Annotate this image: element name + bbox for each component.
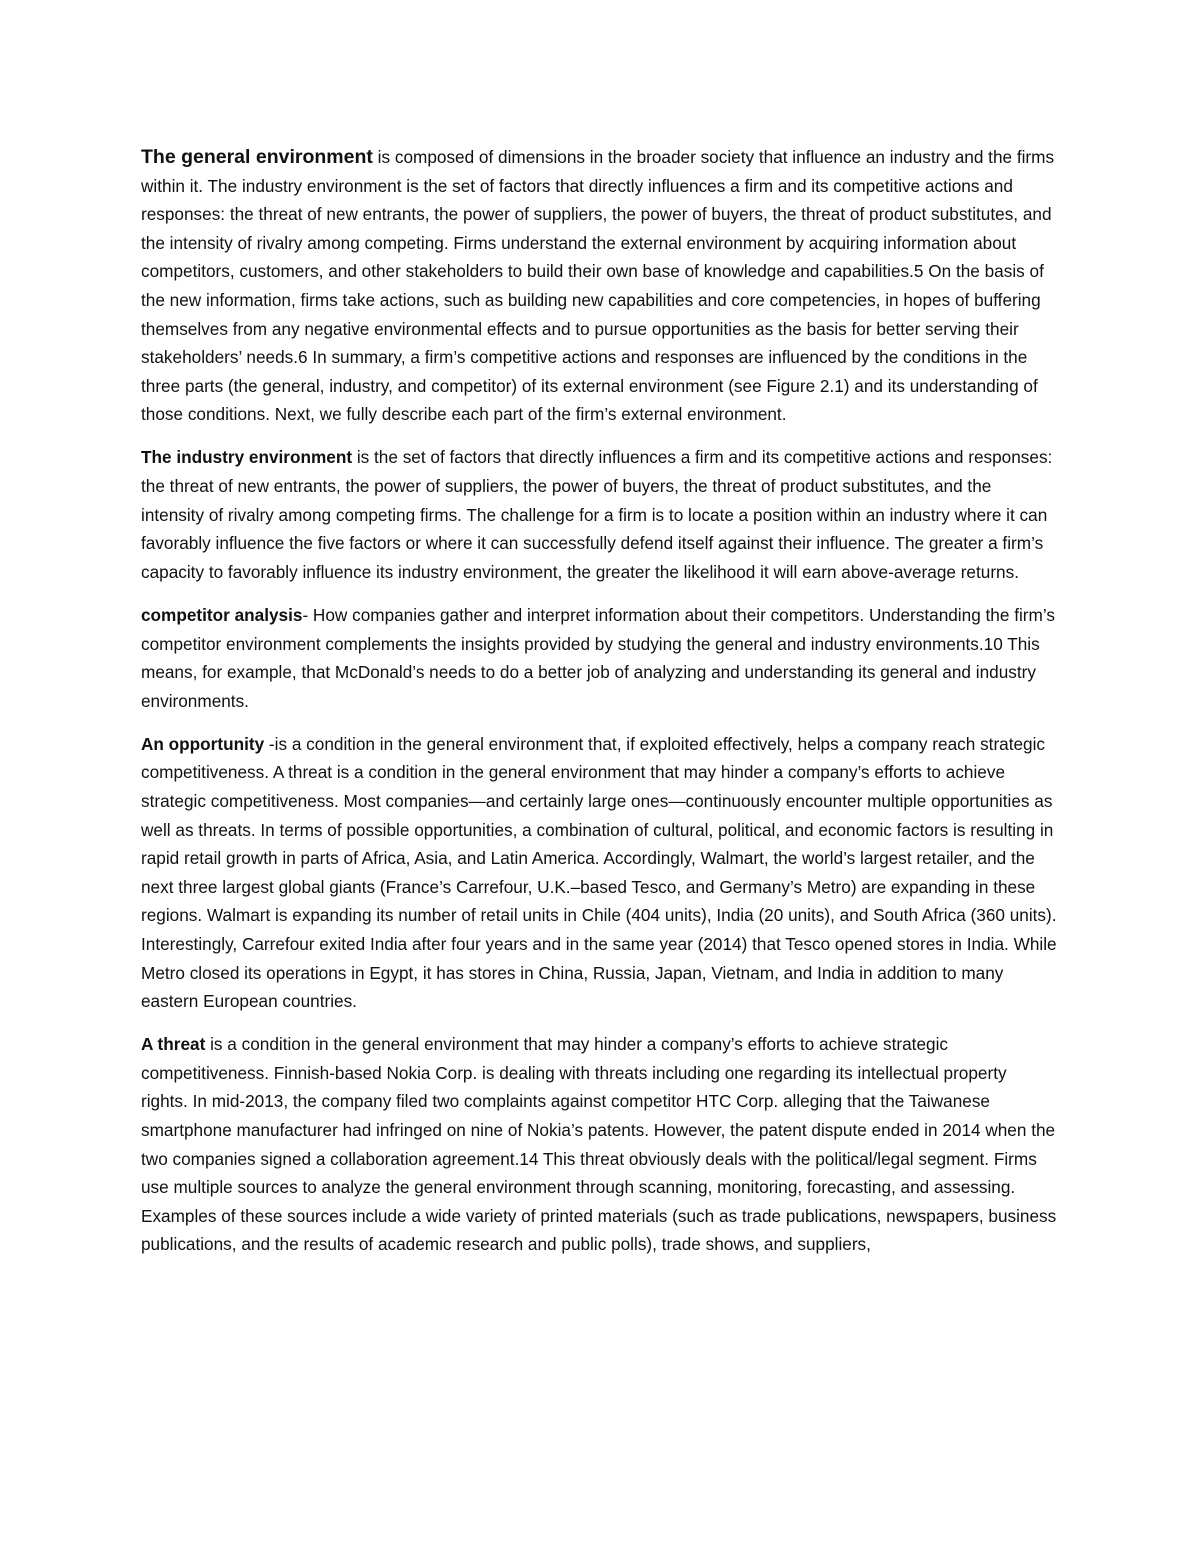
- document-body: [141, 143, 1057, 1273]
- paragraph-competitor-analysis: [141, 601, 1057, 715]
- paragraph-text: is the set of factors that directly influences a firm and its competitive actions and responses: the threat of new entrants, the power of suppliers, the power of buyers, the threat of product substitutes, and the intensity of rivalry among competing firms. The challenge for a firm is to locate a position within an industry where it can favorably influence the five factors or where it can successfully defend itself against their influence. The greater a firm’s capacity to favorably influence its industry environment, the greater the likelihood it will earn above-average returns.: [141, 447, 1053, 582]
- term-threat: A threat: [141, 1034, 206, 1055]
- paragraph-general-environment: [141, 143, 1057, 429]
- paragraph-threat: [141, 1030, 1057, 1259]
- term-industry-environment: The industry environment: [141, 447, 353, 468]
- paragraph-text: -is a condition in the general environment that, if exploited effectively, helps a company reach strategic competitiveness. A threat is a condition in the general environment that may hinder a company’s efforts to achieve strategic competitiveness. Most companies—and certainly large ones—continuously encounter multiple opportunities as well as threats. In terms of possible opportunities, a combination of cultural, political, and economic factors is resulting in rapid retail growth in parts of Africa, Asia, and Latin America. Accordingly, Walmart, the world’s largest retailer, and the next three largest global giants (France’s Carrefour, U.K.–based Tesco, and Germany’s Metro) are expanding in these regions. Walmart is expanding its number of retail units in Chile (404 units), India (20 units), and South Africa (360 units). Interestingly, Carrefour exited India after four years and in the same year (2014) that Tesco opened stores in India. While Metro closed its operations in Egypt, it has stores in China, Russia, Japan, Vietnam, and India in addition to many eastern European countries.: [141, 733, 1057, 1012]
- paragraph-text: is composed of dimensions in the broader society that influence an industry and the firms within it. The industry environment is the set of factors that directly influences a firm and its competitive actions and responses: the threat of new entrants, the power of suppliers, the power of buyers, the threat of product substitutes, and the intensity of rivalry among competing. Firms understand the external environment by acquiring information about competitors, customers, and other stakeholders to build their own base of knowledge and capabilities.5 On the basis of the new information, firms take actions, such as building new capabilities and core competencies, in hopes of buffering themselves from any negative environmental effects and to pursue opportunities as the basis for better serving their stakeholders’ needs.6 In summary, a firm’s competitive actions and responses are influenced by the conditions in the three parts (the general, industry, and competitor) of its external environment (see Figure 2.1) and its understanding of those conditions. Next, we fully describe each part of the firm’s external environment.: [141, 147, 1055, 425]
- term-opportunity: An opportunity: [141, 733, 265, 754]
- paragraph-text: is a condition in the general environment that may hinder a company’s efforts to achieve strategic competitiveness. Finnish-based Nokia Corp. is dealing with threats including one regarding its intellectual property rights. In mid-2013, the company filed two complaints against competitor HTC Corp. alleging that the Taiwanese smartphone manufacturer had infringed on nine of Nokia’s patents. However, the patent dispute ended in 2014 when the two companies signed a collaboration agreement.14 This threat obviously deals with the political/legal segment. Firms use multiple sources to analyze the general environment through scanning, monitoring, forecasting, and assessing. Examples of these sources include a wide variety of printed materials (such as trade publications, newspapers, business publications, and the results of academic research and public polls), trade shows, and suppliers,: [141, 1034, 1057, 1255]
- paragraph-industry-environment: [141, 443, 1057, 586]
- paragraph-opportunity: [141, 730, 1057, 1016]
- term-general-environment: The general environment: [141, 146, 373, 168]
- paragraph-text: - How companies gather and interpret information about their competitors. Understanding the firm’s competitor environment complements the insights provided by studying the general and industry environments.10 This means, for example, that McDonald’s needs to do a better job of analyzing and understanding its general and industry environments.: [141, 604, 1055, 711]
- term-competitor-analysis: competitor analysis: [141, 604, 303, 625]
